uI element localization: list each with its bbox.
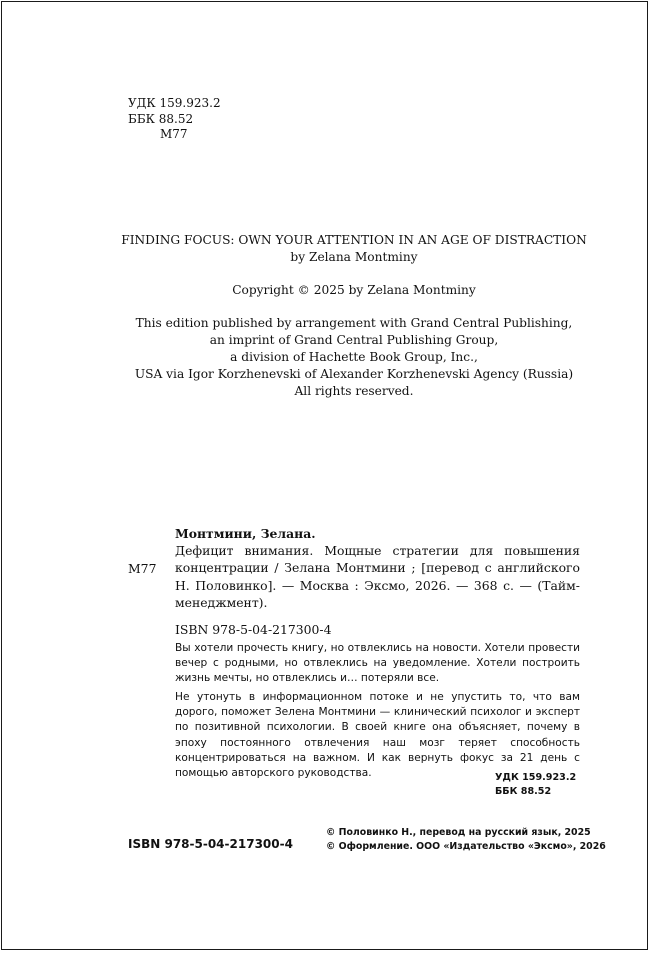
annotation-paragraph: Вы хотели прочесть книгу, но отвлеклись на новости. Хотели провести вечер с родными, но отвлеклись на уведомление. Хотели построить жизнь мечты, но отвлеклись и… потеряли все. [175,642,580,685]
udk-code: УДК 159.923.2 [495,772,577,783]
bbk-code: ББК 88.52 [495,785,552,797]
original-title-block [100,232,608,266]
bbk-code: ББК 88.52 [128,111,194,126]
udk-code: УДК 159.923.2 [128,96,221,110]
footer-copyrights [326,826,606,854]
annotation [175,641,580,785]
publication-line: a division of Hachette Book Group, Inc., [230,350,478,364]
rights-reserved: All rights reserved. [294,384,414,398]
classification-top [128,96,221,143]
annotation-paragraph: Не утонуть в информационном потоке и не упустить то, что вам дорого, поможет Зелена Монтмини — клинический психолог и эксперт по позитивной психологии. В своей книге она объясняет, почему в эпоху постоянного отвлечения наш мозг теряет способность концентрироваться на важном. И как вернуть фокус за 21 день с помощью авторского руководства. [175,691,580,779]
publication-line: This edition published by arrangement with Grand Central Publishing, [135,316,573,330]
original-author: by Zelana Montminy [290,250,418,264]
biblio-isbn: ISBN 978-5-04-217300-4 [175,622,332,638]
biblio-entry [128,542,580,611]
publication-rights [100,315,608,400]
bibliographic-record [128,525,580,638]
original-title: FINDING FOCUS: OWN YOUR ATTENTION IN AN AGE OF DISTRACTION [121,233,587,247]
copyright-line: Copyright © 2025 by Zelana Montminy [232,283,476,297]
page-border [1,1,648,950]
classification-bottom [495,771,576,798]
publication-line: an imprint of Grand Central Publishing Group, [209,333,499,347]
biblio-author-mark: М77 [128,561,157,577]
footer-isbn: ISBN 978-5-04-217300-4 [128,837,293,851]
author-mark: М77 [160,127,188,141]
design-copyright: © Оформление. ООО «Издательство «Эксмо», 2026 [326,841,606,852]
publication-line: USA via Igor Korzhenevski of Alexander Korzhenevski Agency (Russia) [134,367,574,381]
copyright-notice [100,282,608,299]
translation-copyright: © Половинко Н., перевод на русский язык, 2025 [326,827,591,838]
biblio-description: Дефицит внимания. Мощные стратегии для повышения концентрации / Зелана Монтмини ; [перевод с английского Н. Половинко]. — Москва : Эксмо, 2026. — 368 с. — (Тайм-менеджмент). [175,543,580,610]
biblio-author: Монтмини, Зелана. [175,526,316,541]
